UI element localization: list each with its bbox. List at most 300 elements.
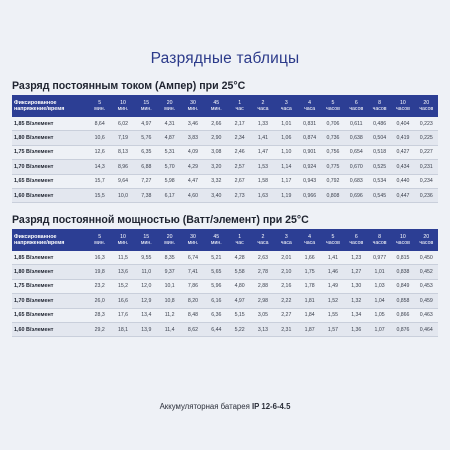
table-cell: 6,35: [135, 145, 158, 159]
table-cell: 0,459: [415, 294, 438, 308]
table-cell: 1,78: [298, 279, 321, 293]
column-header-unit: часов: [372, 106, 387, 112]
table-cell: 29,2: [88, 322, 111, 336]
table-cell: 0,236: [415, 188, 438, 202]
table-cell: 0,450: [415, 251, 438, 265]
column-header: [368, 229, 391, 251]
column-header: [368, 95, 391, 117]
table-cell: 1,75: [298, 265, 321, 279]
table-cell: 5,65: [205, 265, 228, 279]
column-header-number: 8: [378, 100, 382, 106]
column-header: [275, 229, 298, 251]
table-cell: 3,13: [251, 322, 274, 336]
row-label: 1,80 В/элемент: [12, 265, 88, 279]
table-cell: 8,35: [158, 251, 181, 265]
table-cell: 13,9: [135, 322, 158, 336]
row-label: 1,75 В/элемент: [12, 279, 88, 293]
table-cell: 0,464: [415, 322, 438, 336]
table-cell: 0,924: [298, 160, 321, 174]
column-header-unit: мин.: [140, 106, 152, 112]
table-row: [12, 188, 438, 202]
row-label: 1,60 В/элемент: [12, 322, 88, 336]
table-cell: 2,98: [251, 294, 274, 308]
table-cell: 28,3: [88, 308, 111, 322]
row-label: 1,75 В/элемент: [12, 145, 88, 159]
table-cell: 0,434: [391, 160, 414, 174]
table-cell: 1,57: [321, 322, 344, 336]
table-cell: 3,40: [205, 188, 228, 202]
table-row: [12, 265, 438, 279]
table-cell: 1,58: [251, 174, 274, 188]
table-cell: 8,13: [111, 145, 134, 159]
table-cell: 6,44: [205, 322, 228, 336]
table-cell: 10,0: [111, 188, 134, 202]
column-header: [228, 95, 251, 117]
column-header-unit: мин.: [187, 240, 199, 246]
table-cell: 2,22: [275, 294, 298, 308]
table-cell: 4,80: [228, 279, 251, 293]
table-cell: 5,76: [135, 131, 158, 145]
table-cell: 2,57: [228, 160, 251, 174]
column-header-number: 45: [213, 234, 220, 240]
table-cell: 4,29: [181, 160, 204, 174]
column-header-unit: часов: [395, 106, 410, 112]
column-header-number: 2: [261, 234, 265, 240]
column-header-number: 20: [166, 100, 173, 106]
table-cell: 2,34: [228, 131, 251, 145]
table-cell: 15,5: [88, 188, 111, 202]
table-cell: 0,866: [391, 308, 414, 322]
table-cell: 0,858: [391, 294, 414, 308]
column-header-number: 20: [166, 234, 173, 240]
table-cell: 12,0: [135, 279, 158, 293]
table-row: [12, 308, 438, 322]
row-label: 1,70 В/элемент: [12, 294, 88, 308]
column-header-number: 3: [284, 100, 288, 106]
column-header-unit: час: [235, 106, 244, 112]
table-cell: 0,736: [321, 131, 344, 145]
column-header-number: 1: [238, 100, 242, 106]
column-header-unit: часов: [372, 240, 387, 246]
column-header-unit: мин.: [94, 106, 106, 112]
table-row: [12, 251, 438, 265]
column-header-unit: мин.: [117, 106, 129, 112]
table-cell: 5,21: [205, 251, 228, 265]
table-cell: 3,08: [205, 145, 228, 159]
table-cell: 4,28: [228, 251, 251, 265]
table-cell: 7,38: [135, 188, 158, 202]
table-cell: 2,66: [205, 117, 228, 131]
table-cell: 2,27: [275, 308, 298, 322]
table-cell: 0,223: [415, 117, 438, 131]
column-header-number: 20: [423, 100, 430, 106]
table-cell: 4,47: [181, 174, 204, 188]
table-cell: 17,6: [111, 308, 134, 322]
column-header-unit: часов: [395, 240, 410, 246]
column-header-unit: часов: [326, 240, 340, 246]
table-cell: 0,234: [415, 174, 438, 188]
table-cell: 7,86: [181, 279, 204, 293]
table-cell: 0,518: [368, 145, 391, 159]
column-header-number: 15: [143, 234, 150, 240]
column-header-number: 1: [238, 234, 242, 240]
column-header: [205, 95, 228, 117]
table-cell: 0,831: [298, 117, 321, 131]
table-cell: 3,83: [181, 131, 204, 145]
table-cell: 6,36: [205, 308, 228, 322]
table-cell: 1,34: [345, 308, 368, 322]
table-cell: 11,5: [111, 251, 134, 265]
table-cell: 1,81: [298, 294, 321, 308]
column-header-number: 10: [400, 100, 406, 106]
table-cell: 1,55: [321, 308, 344, 322]
table-cell: 5,22: [228, 322, 251, 336]
column-header-number: 5: [98, 100, 102, 106]
table-cell: 0,227: [415, 145, 438, 159]
table-cell: 0,504: [368, 131, 391, 145]
table-cell: 12,9: [135, 294, 158, 308]
table-cell: 1,05: [368, 308, 391, 322]
table-cell: 4,97: [135, 117, 158, 131]
column-header-number: 5: [98, 234, 102, 240]
table-row: [12, 117, 438, 131]
page-title: Разрядные таблицы: [150, 50, 300, 67]
table-cell: 15,7: [88, 174, 111, 188]
row-label: 1,80 В/элемент: [12, 131, 88, 145]
table-cell: 0,876: [391, 322, 414, 336]
column-header: [88, 229, 111, 251]
table-cell: 1,04: [368, 294, 391, 308]
table-cell: 0,838: [391, 265, 414, 279]
column-header: [158, 229, 181, 251]
column-header-number: 5: [331, 100, 335, 106]
table-cell: 4,97: [228, 294, 251, 308]
table-cell: 2,90: [205, 131, 228, 145]
column-header-number: 5: [331, 234, 335, 240]
table-cell: 14,3: [88, 160, 111, 174]
table-constant-power: [12, 229, 438, 337]
table-cell: 2,46: [228, 145, 251, 159]
table-cell: 26,0: [88, 294, 111, 308]
table-cell: 9,64: [111, 174, 134, 188]
table-cell: 6,17: [158, 188, 181, 202]
table-cell: 0,849: [391, 279, 414, 293]
column-header-unit: час: [235, 240, 244, 246]
table-cell: 3,20: [205, 160, 228, 174]
table-cell: 2,16: [275, 279, 298, 293]
table-cell: 10,8: [158, 294, 181, 308]
section-title-power: Разряд постоянной мощностью (Ватт/элемент) при 25°C: [12, 214, 309, 226]
table-constant-current: [12, 95, 438, 203]
table-cell: 1,07: [368, 322, 391, 336]
column-header-number: 6: [354, 234, 358, 240]
table-cell: 0,525: [368, 160, 391, 174]
table-cell: 0,775: [321, 160, 344, 174]
column-header-unit: часов: [349, 240, 364, 246]
table-cell: 1,46: [321, 265, 344, 279]
table-cell: 0,463: [415, 308, 438, 322]
column-header-number: 8: [378, 234, 382, 240]
table-cell: 1,87: [298, 322, 321, 336]
table-row: [12, 322, 438, 336]
table-cell: 0,874: [298, 131, 321, 145]
table-cell: 1,14: [275, 160, 298, 174]
column-header: [345, 95, 368, 117]
table-cell: 1,32: [345, 294, 368, 308]
table-cell: 1,06: [275, 131, 298, 145]
table-cell: 5,98: [158, 174, 181, 188]
table-cell: 3,46: [181, 117, 204, 131]
table-cell: 0,815: [391, 251, 414, 265]
column-header-unit: часа: [304, 240, 316, 246]
table-cell: 8,62: [181, 322, 204, 336]
column-header-unit: часа: [280, 106, 292, 112]
column-header-unit: часов: [326, 106, 340, 112]
table-cell: 0,792: [321, 174, 344, 188]
table-cell: 9,55: [135, 251, 158, 265]
table-cell: 16,3: [88, 251, 111, 265]
table-cell: 1,03: [368, 279, 391, 293]
table-cell: 0,453: [415, 279, 438, 293]
column-header: [88, 95, 111, 117]
table-cell: 1,36: [345, 322, 368, 336]
row-label: 1,60 В/элемент: [12, 188, 88, 202]
table-cell: 0,534: [368, 174, 391, 188]
table-cell: 1,27: [345, 265, 368, 279]
table-cell: 0,419: [391, 131, 414, 145]
table-cell: 1,49: [321, 279, 344, 293]
table-cell: 8,64: [88, 117, 111, 131]
table-header-row: [12, 229, 438, 251]
column-header-unit: часа: [304, 106, 316, 112]
column-header: [135, 95, 158, 117]
table-cell: 4,60: [181, 188, 204, 202]
table-row: [12, 294, 438, 308]
table-cell: 2,17: [228, 117, 251, 131]
table-cell: 11,4: [158, 322, 181, 336]
table-cell: 0,638: [345, 131, 368, 145]
table-cell: 2,01: [275, 251, 298, 265]
table-cell: 7,27: [135, 174, 158, 188]
table-cell: 5,58: [228, 265, 251, 279]
table-cell: 1,23: [345, 251, 368, 265]
column-header-unit: мин.: [187, 106, 199, 112]
table-cell: 19,8: [88, 265, 111, 279]
table-cell: 6,74: [181, 251, 204, 265]
column-header: [251, 229, 274, 251]
table-cell: 1,84: [298, 308, 321, 322]
table-cell: 0,670: [345, 160, 368, 174]
table-cell: 0,611: [345, 117, 368, 131]
table-cell: 1,41: [321, 251, 344, 265]
table-cell: 1,63: [251, 188, 274, 202]
table-cell: 1,53: [251, 160, 274, 174]
table-cell: 10,6: [88, 131, 111, 145]
column-header-unit: часа: [257, 106, 269, 112]
table-cell: 1,52: [321, 294, 344, 308]
table-cell: 2,78: [251, 265, 274, 279]
column-header: [298, 229, 321, 251]
column-header-unit: мин.: [117, 240, 129, 246]
table-cell: 0,440: [391, 174, 414, 188]
table-cell: 1,01: [275, 117, 298, 131]
column-header-unit: часов: [419, 240, 434, 246]
table-cell: 6,88: [135, 160, 158, 174]
table-cell: 0,756: [321, 145, 344, 159]
table-cell: 9,37: [158, 265, 181, 279]
table-cell: 6,16: [205, 294, 228, 308]
table-cell: 23,2: [88, 279, 111, 293]
row-label: 1,65 В/элемент: [12, 308, 88, 322]
table-row: [12, 131, 438, 145]
table-cell: 1,10: [275, 145, 298, 159]
column-header-number: 45: [213, 100, 220, 106]
table-cell: 0,225: [415, 131, 438, 145]
column-header: [391, 95, 414, 117]
column-header-number: 10: [120, 100, 126, 106]
column-header: [345, 229, 368, 251]
header-corner-label: Фиксированное напряжение/время: [12, 95, 88, 117]
column-header-unit: мин.: [164, 240, 176, 246]
table-cell: 1,41: [251, 131, 274, 145]
column-header-unit: часа: [280, 240, 292, 246]
table-cell: 13,4: [135, 308, 158, 322]
table-cell: 10,1: [158, 279, 181, 293]
table-cell: 2,88: [251, 279, 274, 293]
column-header-unit: мин.: [164, 106, 176, 112]
footer-caption: [0, 402, 450, 411]
section-title-current: Разряд постоянным током (Ампер) при 25°C: [12, 80, 246, 92]
table-cell: 18,1: [111, 322, 134, 336]
column-header: [391, 229, 414, 251]
table-cell: 0,706: [321, 117, 344, 131]
column-header-unit: мин.: [210, 240, 222, 246]
table-cell: 2,67: [228, 174, 251, 188]
table-cell: 0,966: [298, 188, 321, 202]
table-cell: 2,31: [275, 322, 298, 336]
column-header-unit: часа: [257, 240, 269, 246]
header-corner-label: Фиксированное напряжение/время: [12, 229, 88, 251]
table-cell: 5,31: [158, 145, 181, 159]
column-header: [158, 95, 181, 117]
table-cell: 5,70: [158, 160, 181, 174]
column-header: [111, 95, 134, 117]
column-header-number: 6: [354, 100, 358, 106]
table-cell: 1,33: [251, 117, 274, 131]
footer-prefix: Аккумуляторная батарея: [159, 402, 252, 411]
table-cell: 2,63: [251, 251, 274, 265]
table-cell: 1,19: [275, 188, 298, 202]
table-cell: 2,10: [275, 265, 298, 279]
table-cell: 11,2: [158, 308, 181, 322]
table-cell: 6,02: [111, 117, 134, 131]
table-cell: 13,6: [111, 265, 134, 279]
column-header: [251, 95, 274, 117]
table-cell: 0,404: [391, 117, 414, 131]
table-cell: 11,0: [135, 265, 158, 279]
column-header-number: 30: [190, 234, 196, 240]
table-cell: 0,696: [345, 188, 368, 202]
column-header: [205, 229, 228, 251]
row-label: 1,85 В/элемент: [12, 117, 88, 131]
column-header: [181, 229, 204, 251]
table-row: [12, 174, 438, 188]
column-header-unit: мин.: [210, 106, 222, 112]
table-cell: 1,01: [368, 265, 391, 279]
table-cell: 16,6: [111, 294, 134, 308]
table-cell: 0,486: [368, 117, 391, 131]
column-header-unit: мин.: [94, 240, 106, 246]
table-cell: 7,41: [181, 265, 204, 279]
table-cell: 1,66: [298, 251, 321, 265]
table-cell: 0,654: [345, 145, 368, 159]
table-cell: 0,545: [368, 188, 391, 202]
column-header-number: 20: [423, 234, 430, 240]
table-cell: 4,31: [158, 117, 181, 131]
table-cell: 15,2: [111, 279, 134, 293]
column-header: [135, 229, 158, 251]
row-label: 1,65 В/элемент: [12, 174, 88, 188]
table-cell: 3,05: [251, 308, 274, 322]
table-row: [12, 145, 438, 159]
table-cell: 8,20: [181, 294, 204, 308]
table-row: [12, 160, 438, 174]
table-cell: 5,96: [205, 279, 228, 293]
table-header-row: [12, 95, 438, 117]
table-cell: 5,15: [228, 308, 251, 322]
table-row: [12, 279, 438, 293]
table-cell: 0,977: [368, 251, 391, 265]
table-cell: 8,48: [181, 308, 204, 322]
column-header-number: 10: [120, 234, 126, 240]
table-cell: 0,808: [321, 188, 344, 202]
table-cell: 4,87: [158, 131, 181, 145]
table-cell: 2,73: [228, 188, 251, 202]
column-header: [298, 95, 321, 117]
column-header: [275, 95, 298, 117]
column-header-number: 4: [308, 100, 312, 106]
table-cell: 8,96: [111, 160, 134, 174]
table-cell: 0,231: [415, 160, 438, 174]
column-header-number: 30: [190, 100, 196, 106]
column-header: [415, 229, 438, 251]
column-header-number: 15: [143, 100, 150, 106]
table-cell: 7,19: [111, 131, 134, 145]
column-header: [321, 95, 344, 117]
table-cell: 0,427: [391, 145, 414, 159]
column-header: [181, 95, 204, 117]
table-cell: 0,943: [298, 174, 321, 188]
table-cell: 3,32: [205, 174, 228, 188]
column-header: [111, 229, 134, 251]
column-header-number: 2: [261, 100, 265, 106]
table-cell: 4,09: [181, 145, 204, 159]
column-header-number: 4: [308, 234, 312, 240]
table-cell: 1,47: [251, 145, 274, 159]
table-cell: 12,6: [88, 145, 111, 159]
column-header-number: 10: [400, 234, 406, 240]
table-cell: 0,683: [345, 174, 368, 188]
column-header: [415, 95, 438, 117]
column-header-unit: мин.: [140, 240, 152, 246]
table-cell: 1,30: [345, 279, 368, 293]
row-label: 1,85 В/элемент: [12, 251, 88, 265]
row-label: 1,70 В/элемент: [12, 160, 88, 174]
table-cell: 1,17: [275, 174, 298, 188]
column-header: [321, 229, 344, 251]
table-cell: 0,452: [415, 265, 438, 279]
table-cell: 0,901: [298, 145, 321, 159]
